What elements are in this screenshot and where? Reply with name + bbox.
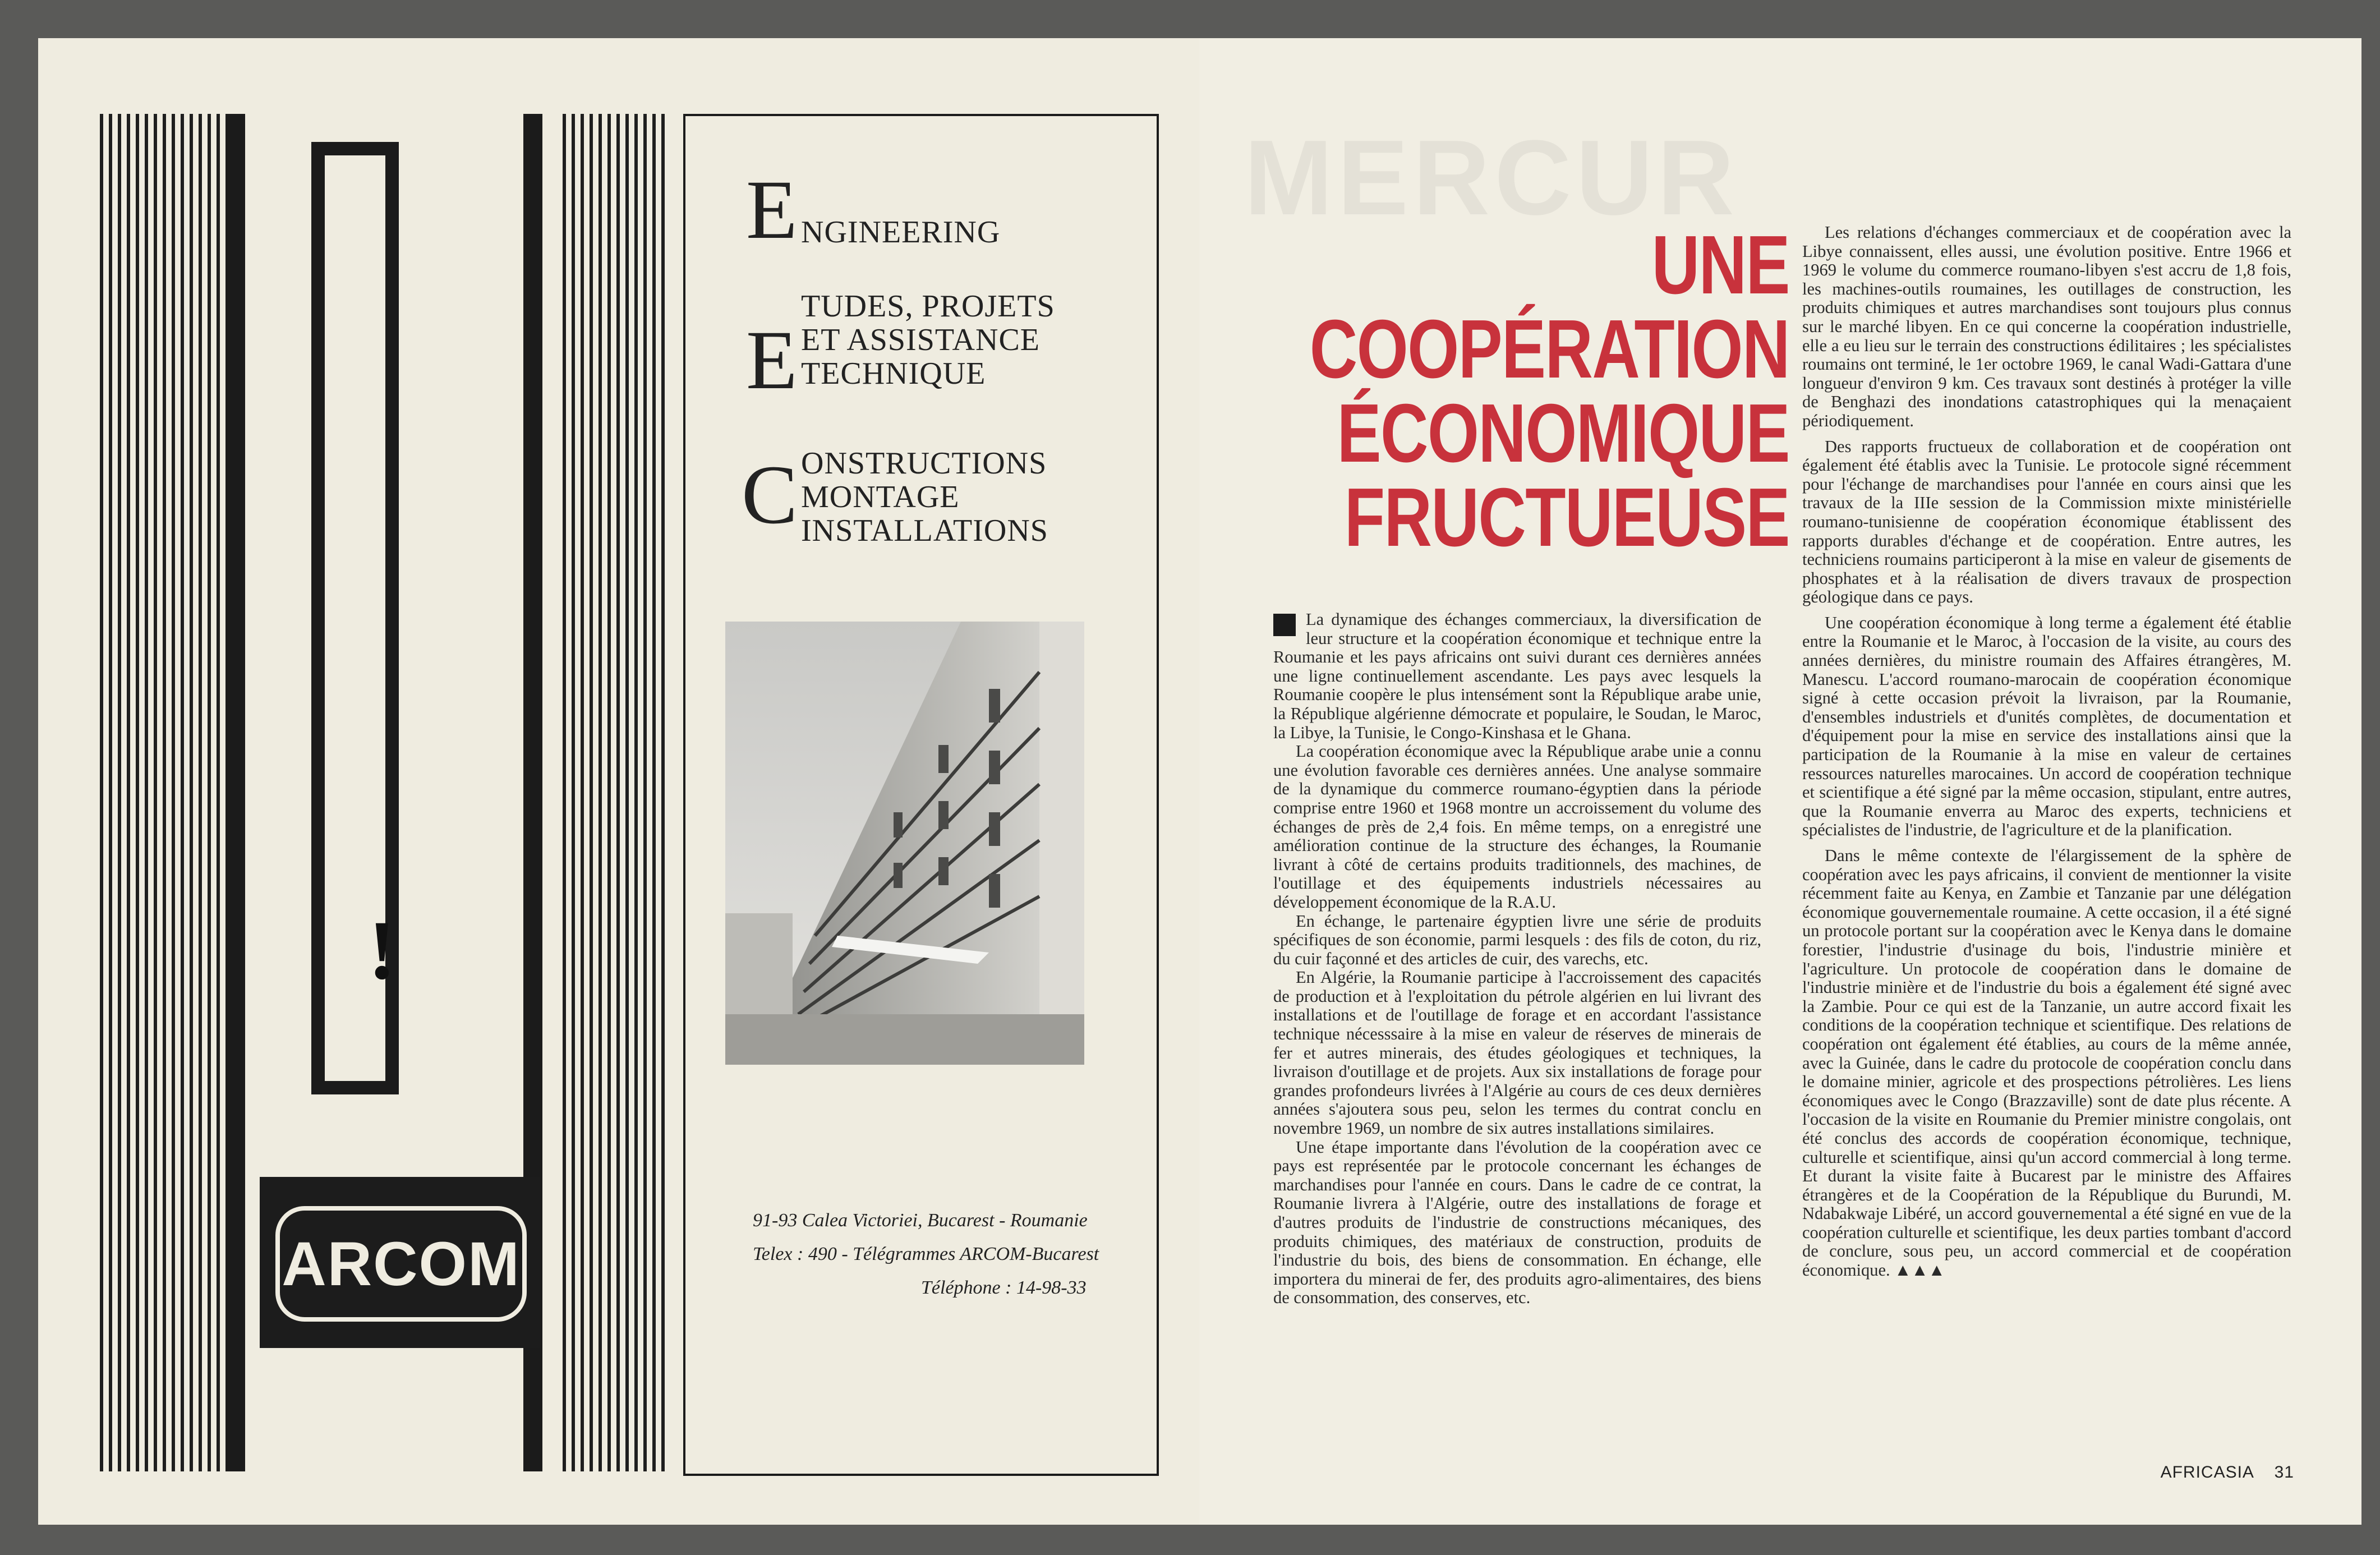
- bleed-through-text: MERCUR: [1244, 118, 1739, 237]
- arcom-logo: [260, 1177, 540, 1348]
- article-paragraph: En Algérie, la Roumanie participe à l'accroissement des capacités de production et à l'exploitation du pétrole algérien en lui livrant des installations et de l'outillage de forage et en accordant l'assistance technique nécesssaire à la mise en valeur de réserves de minerais de fer et autres minerais, des études géologiques et techniques, la livraison d'outillage et de projets. Aux six installations de forage pour grandes profondeurs livrées à l'Algérie au cours de ces deux dernières années s'ajoutera sous peu, selon les termes du contrat conclu en novembre 1969, un nombre de six autres installations similaires.: [1273, 968, 1761, 1138]
- ad-heading-installations: INSTALLATIONS: [801, 513, 1048, 548]
- headline-line: FRUCTUEUSE: [1344, 471, 1789, 564]
- page-footer: [2161, 1463, 2294, 1482]
- ad-heading-engineering: NGINEERING: [801, 215, 1001, 250]
- ad-heading-montage: MONTAGE: [801, 480, 960, 514]
- article-paragraph: En échange, le partenaire égyptien livre une série de produits spécifiques de son économie, parmi lesquels : des fils de coton, du riz, du cuir façonné et des articles de cuir, des varechs, etc.: [1273, 911, 1761, 968]
- section-initial: C: [742, 448, 798, 541]
- ad-heading-etudes: TUDES, PROJETS: [801, 289, 1055, 324]
- left-page-advertisement: [38, 38, 1199, 1525]
- ad-heading-etudes-line3: TECHNIQUE: [801, 356, 986, 391]
- magazine-name: AFRICASIA: [2160, 1463, 2254, 1482]
- article-column-1: [1273, 610, 1761, 1308]
- section-initial: E: [746, 314, 798, 407]
- ad-phone: Téléphone : 14-98-33: [921, 1277, 1087, 1298]
- headline-line: UNE: [1651, 219, 1789, 311]
- decor-stripes-left: [100, 114, 226, 1471]
- article-paragraph: Dans le même contexte de l'élargissement de la sphère de coopération avec les pays africains, il convient de mentionner la visite récemment faite au Kenya, en Zambie et Tanzanie par une délégation économique gouvernementale roumaine. A cette occasion, il a été signé un protocole portant sur la coopération avec le Kenya dans le domaine forestier, l'industrie d'usinage du bois, l'industrie minière et l'agriculture. Un protocole de coopération dans le domaine de l'industrie minière et de l'industrie du bois a également été signé avec la Zambie. Pour ce qui est de la Tanzanie, un autre accord fixait les conditions de la coopération technique et scientifique. Des relations de coopération ont également été établies, au cours de la même année, avec la Guinée, dans le cadre du protocole de coopération conclu dans le domaine minier, agricole et des prospections pétrolières. Les liens économiques avec le Congo (Brazzaville) sont de date plus récente. A l'occasion de la visite en Roumanie du Premier ministre congolais, ont été conclus des accords de coopération économique, technique, culturelle et scientifique, ainsi qu'un accord commercial à long terme. Et durant la visite faite à Bucarest par le ministre des Affaires étrangères et de la Coopération de la République du Burundi, M. Ndabakwaje Libéré, un accord gouvernemental a été signé en vue de la coopération culturelle et scientifique, les deux parties tombant d'accord de conclure, sous peu, un accord commercial et de coopération économique. ▲▲▲: [1802, 846, 2291, 1280]
- article-column-2: [1802, 223, 2291, 1280]
- article-paragraph: La dynamique des échanges commerciaux, la diversification de leur structure et la coopération économique et technique entre la Roumanie et les pays africains ont suivi durant ces dernières années une ligne continuellement ascendante. Les pays avec lesquels la Roumanie coopère le plus intensément sont la République arabe unie, la République algérienne démocrate et populaire, le Soudan, le Maroc, la Libye, la Tunisie, le Congo-Kinshasa et le Ghana.: [1273, 610, 1761, 742]
- lead-square-icon: [1273, 614, 1296, 636]
- ad-heading-etudes-line2: ET ASSISTANCE: [801, 323, 1040, 357]
- decor-bar: [226, 114, 245, 1471]
- page-number: 31: [2274, 1463, 2294, 1482]
- building-photo: [725, 622, 1084, 1065]
- article-paragraph: Les relations d'échanges commerciaux et de coopération avec la Libye connaissent, elles aussi, une évolution positive. Entre 1966 et 1969 le volume du commerce roumano-libyen s'est accru de 1,8 fois, les machines-outils roumaines, les outillages de construction, les produits chimiques et autres marchandises sont toujours plus connus sur le marché libyen. En ce qui concerne la coopération industrielle, elle a eu lieu sur le terrain des constructions édilitaires ; les spécialistes roumains ont terminé, le 1er octobre 1969, le canal Wadi-Gattara d'une longueur d'environ 9 km. Ces travaux sont destinés à protéger la ville de Benghazi des inondations catastrophiques qui la menaçaient périodiquement.: [1802, 223, 2291, 430]
- headline-line: ÉCONOMIQUE: [1337, 387, 1789, 480]
- article-paragraph: Une étape importante dans l'évolution de la coopération avec ce pays est représentée par le protocole concernant les échanges de marchandises pour l'année en cours. Dans le cadre de ce contrat, la Roumanie livrera à l'Algérie, outre des installations de forage et d'autres produits de l'industrie de constructions mécaniques, des produits chimiques, des matériaux de construction, produits de l'industrie du bois, des biens de consommation. En échange, elle importera du minerai de fer, des produits agro-alimentaires, des biens de consommation, des conserves, etc.: [1273, 1137, 1761, 1308]
- article-paragraph: Une coopération économique à long terme a également été établie entre la Roumanie et le Maroc, à l'occasion de la visite, au cours des années dernières, du ministre roumain des Affaires étrangères, M. Manescu. L'accord roumano-marocain de coopération économique signé à cette occasion prévoit la livraison, par la Roumanie, d'ensembles industriels et d'unités complètes, de documentation et d'équipement pour la mise en service des installations ainsi que la participation de la Roumanie à la mise en valeur de certaines ressources naturelles marocaines. Un accord de coopération technique et scientifique a été signé par la même occasion, stipulant, entre autres, que la Roumanie enverra au Maroc des experts, techniciens et spécialistes de l'industrie, de l'agriculture et de la planification.: [1802, 613, 2291, 840]
- building-photo-image: [725, 622, 1084, 1065]
- article-headline: [1309, 219, 1789, 564]
- arcom-logo-text: ARCOM: [275, 1206, 527, 1322]
- article-paragraph: Des rapports fructueux de collaboration et de coopération ont également été établis avec la Tunisie. Le protocole signé récemment pour l'échange de marchandises pour l'année en cours ainsi que les travaux de la IIIe session de la Commission mixte ministérielle roumano-tunisienne de coopération économique établissent des rapports durables d'échange et de coopération. Entre autres, les techniciens roumains participeront à la mise en valeur de gisements de phosphates et à la réalisation de divers travaux de prospection géologique dans ce pays.: [1802, 436, 2291, 607]
- headline-line: COOPÉRATION: [1309, 303, 1789, 395]
- ad-telex: Telex : 490 - Télégrammes ARCOM-Bucarest: [753, 1244, 1099, 1264]
- decor-stripes-right: [563, 114, 669, 1471]
- ad-address: 91-93 Calea Victoriei, Bucarest - Roumanie: [753, 1210, 1088, 1231]
- right-page-article: [1199, 38, 2361, 1525]
- article-paragraph: La coopération économique avec la République arabe unie a connu une évolution favorable ces dernières années. Une analyse sommaire de la dynamique du commerce roumano-égyptien dans la période comprise entre 1960 et 1968 montre un accroissement du volume des échanges de près de 2,4 fois. En même temps, on a enregistré une amélioration continue de la structure des échanges, la Roumanie livrant à côté de certains produits traditionnels, des machines, de l'outillage et des équipements industriels nécessaires au développement économique de la R.A.U.: [1273, 742, 1761, 912]
- ad-heading-constructions: ONSTRUCTIONS: [801, 446, 1047, 481]
- section-initial: E: [746, 163, 798, 256]
- exclamation-mark: !: [368, 904, 396, 997]
